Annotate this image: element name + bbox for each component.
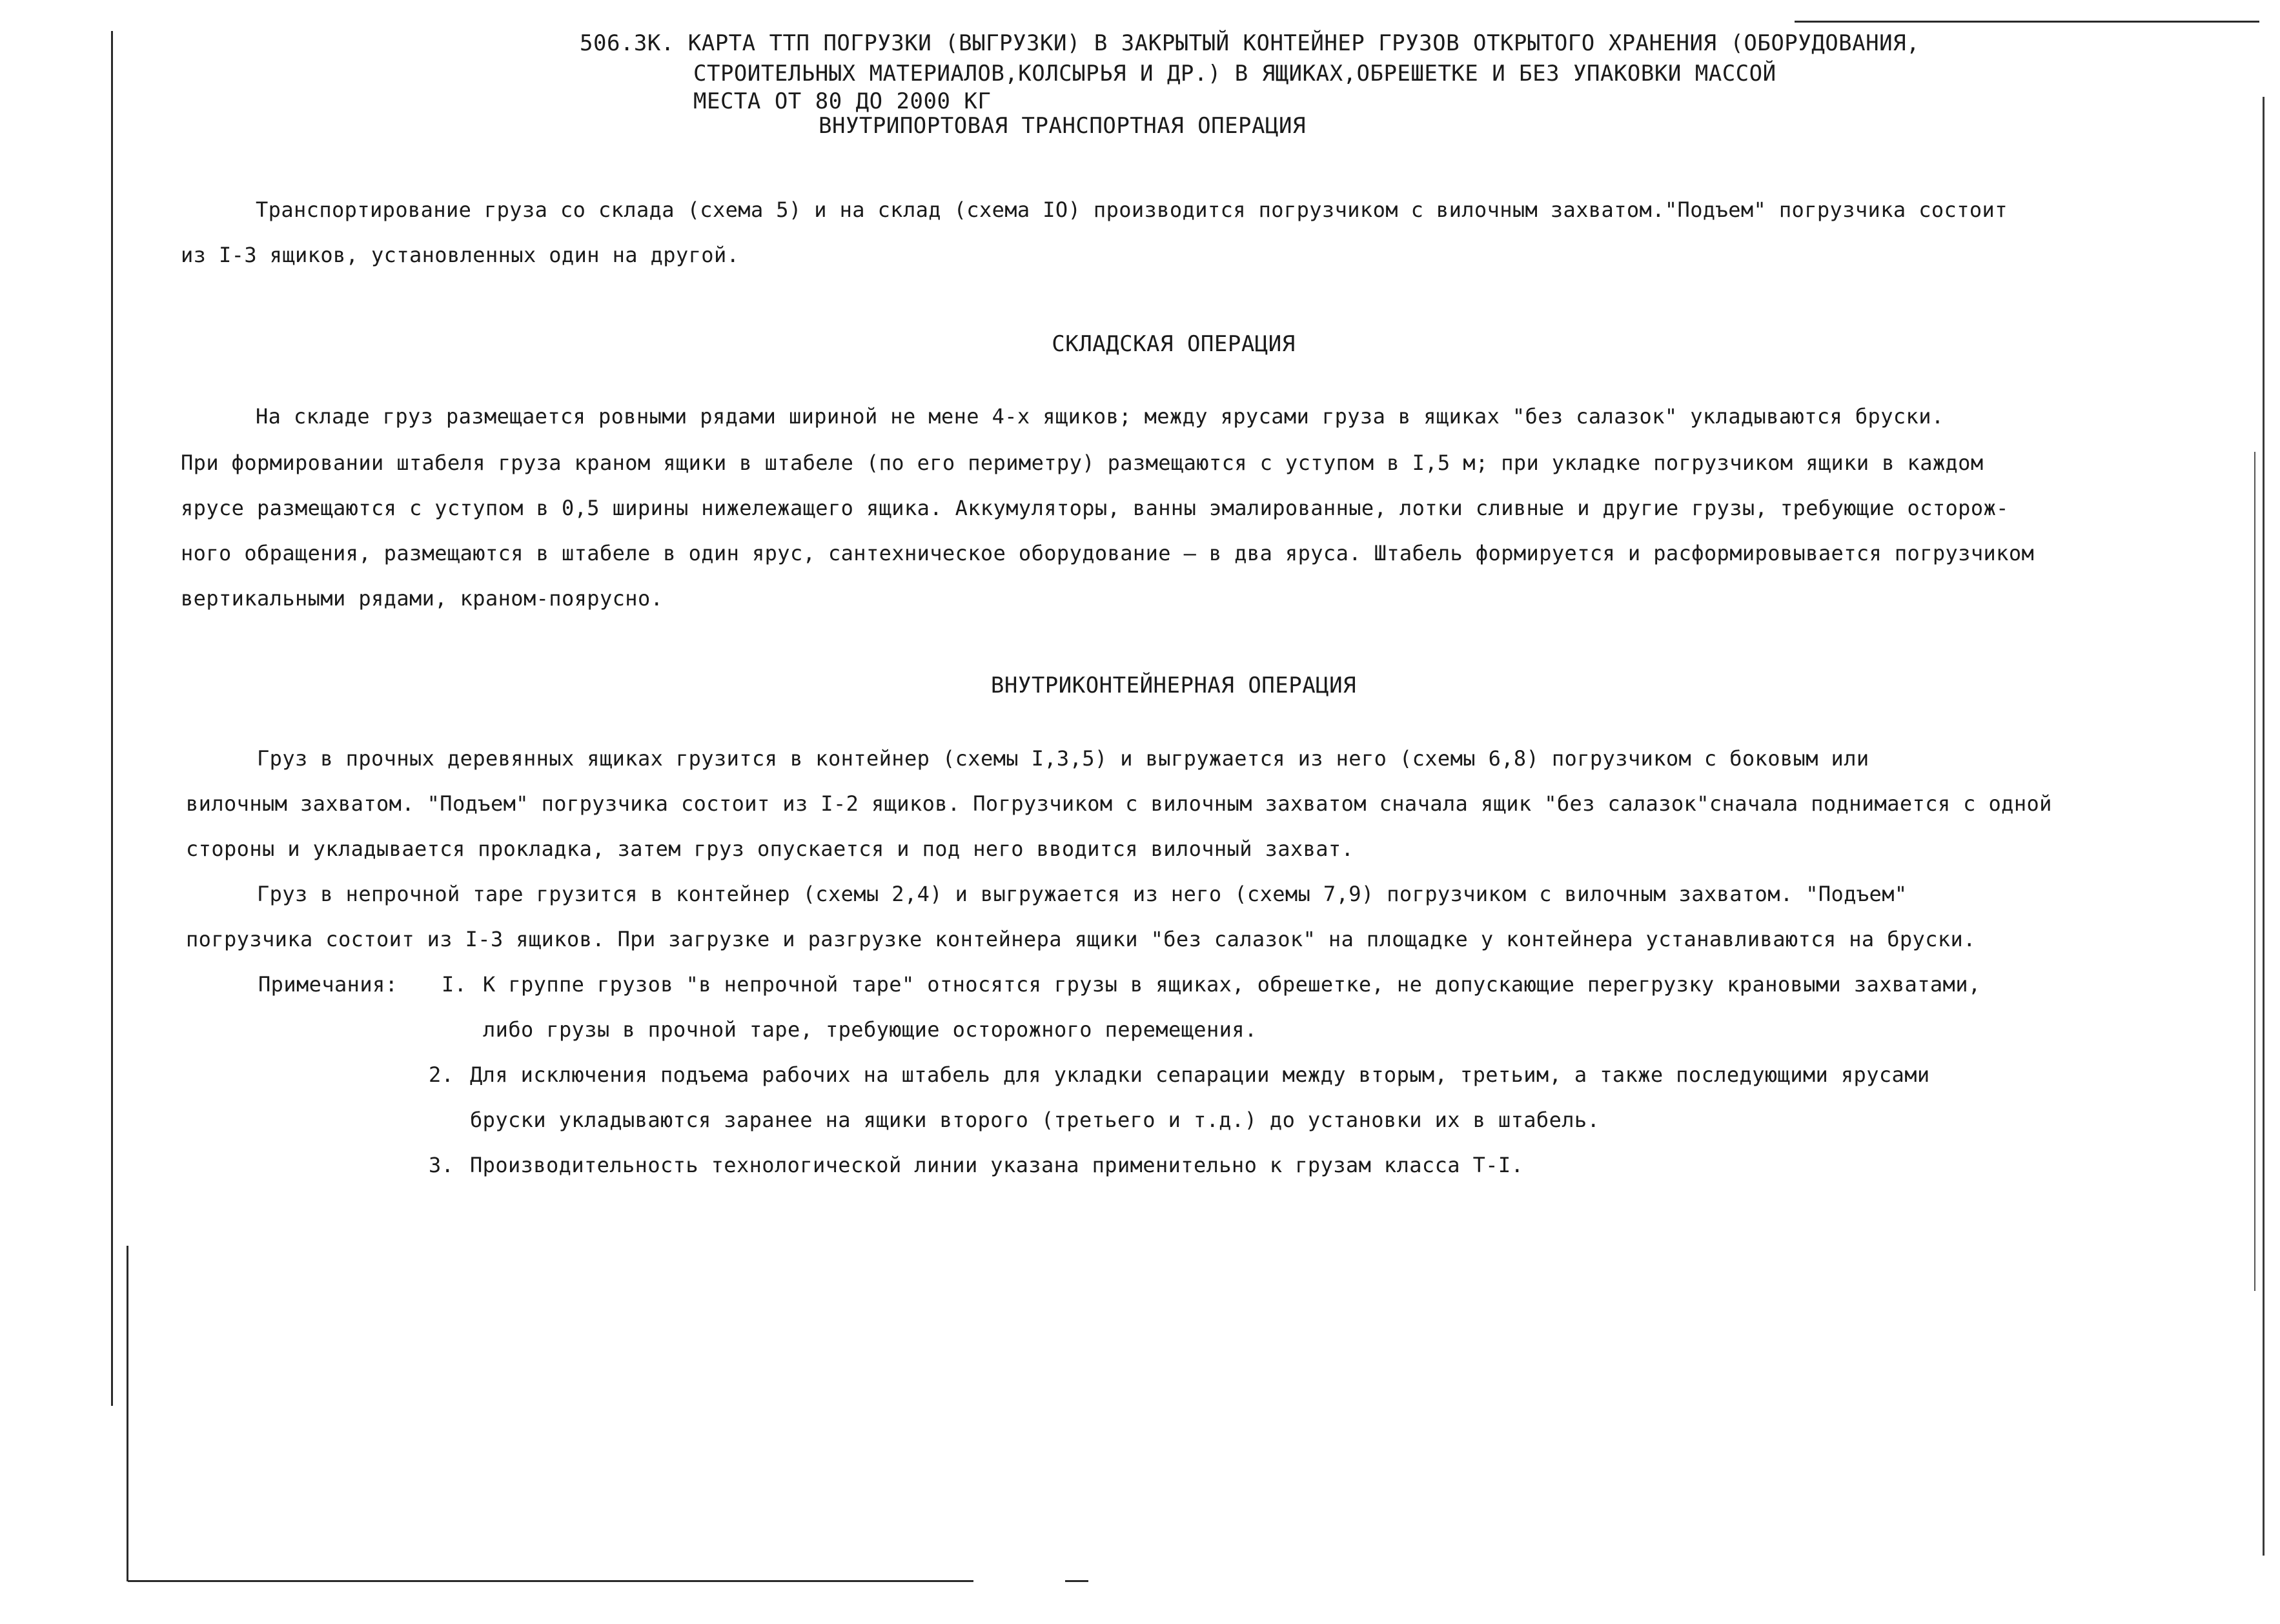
transport-line-2: из I-3 ящиков, установленных один на другой.	[181, 243, 740, 267]
header-title-line-1: 506.3К. КАРТА ТТП ПОГРУЗКИ (ВЫГРУЗКИ) В ЗАКРЫТЫЙ КОНТЕЙНЕР ГРУЗОВ ОТКРЫТОГО ХРАНЕНИЯ (ОБОРУДОВАНИЯ,	[580, 30, 1920, 56]
note-1-line-1: К группе грузов "в непрочной таре" относятся грузы в ящиках, обрешетке, не допускающие перегрузку крановыми захватами,	[483, 972, 1981, 997]
header-title-line-3: МЕСТА ОТ 80 ДО 2000 КГ	[693, 88, 992, 114]
warehouse-line-1: На складе груз размещается ровными рядами шириной не мене 4-х ящиков; между ярусами груза в ящиках "без салазок" укладываются бруски.	[256, 404, 1944, 429]
transport-line-1: Транспортирование груза со склада (схема 5) и на склад (схема IO) производится погрузчиком с вилочным захватом."Подъем" погрузчика состоит	[256, 198, 2008, 222]
note-3-line-1: Производительность технологической линии указана применительно к грузам класса Т-I.	[470, 1153, 1524, 1177]
warehouse-section-title: СКЛАДСКАЯ ОПЕРАЦИЯ	[1052, 331, 1296, 357]
notes-block	[258, 962, 2259, 1188]
warehouse-line-3: ярусе размещаются с уступом в 0,5 ширины нижележащего ящика. Аккумуляторы, ванны эмалированные, лотки сливные и другие грузы, требующие осторож-	[181, 496, 2009, 520]
warehouse-line-5: вертикальными рядами, краном-поярусно.	[181, 586, 664, 611]
frame-line-left-inner	[127, 1246, 128, 1581]
note-2-continuation	[258, 1097, 2259, 1142]
warehouse-line-2: При формировании штабеля груза краном ящики в штабеле (по его периметру) размещаются с уступом в I,5 м; при укладке погрузчиком ящики в каждом	[181, 451, 1984, 475]
frame-line-left	[111, 31, 113, 1406]
warehouse-paragraph	[181, 394, 2259, 621]
warehouse-line-4: ного обращения, размещаются в штабеле в один ярус, сантехническое оборудование – в два яруса. Штабель формируется и расформировывается погрузчиком	[181, 541, 2035, 565]
container-line-2: вилочным захватом. "Подъем" погрузчика состоит из I-2 ящиков. Погрузчиком с вилочным захватом сначала ящик "без салазок"сначала поднимается с одной	[186, 791, 2052, 816]
container-line-1: Груз в прочных деревянных ящиках грузится в контейнер (схемы I,3,5) и выгружается из него (схемы 6,8) погрузчиком с боковым или	[257, 746, 1869, 771]
frame-line-top	[1795, 21, 2259, 23]
note-1-number: I.	[442, 972, 467, 997]
note-1-line-2: либо грузы в прочной таре, требующие осторожного перемещения.	[483, 1017, 1257, 1042]
note-1	[258, 962, 2259, 1007]
transport-paragraph	[181, 187, 2259, 278]
frame-line-bottom	[128, 1580, 973, 1582]
frame-line-bottom-dash	[1065, 1580, 1088, 1582]
note-2-line-2: бруски укладываются заранее на ящики второго (третьего и т.д.) до установки их в штабель.	[470, 1108, 1600, 1132]
notes-label: Примечания:	[258, 972, 398, 997]
container-line-3: стороны и укладывается прокладка, затем груз опускается и под него вводится вилочный захват.	[186, 837, 1354, 861]
header-title-line-2: СТРОИТЕЛЬНЫХ МАТЕРИАЛОВ,КОЛСЫРЬЯ И ДР.) В ЯЩИКАХ,ОБРЕШЕТКЕ И БЕЗ УПАКОВКИ МАССОЙ	[693, 61, 1776, 86]
header-subtitle: ВНУТРИПОРТОВАЯ ТРАНСПОРТНАЯ ОПЕРАЦИЯ	[819, 113, 1306, 139]
container-paragraph	[186, 736, 2265, 962]
document-header	[580, 28, 2232, 138]
note-2-line-1: Для исключения подъема рабочих на штабель для укладки сепарации между вторым, третьим, а также последующими ярусами	[470, 1062, 1930, 1087]
note-2-number: 2.	[429, 1062, 454, 1087]
container-line-4: Груз в непрочной таре грузится в контейнер (схемы 2,4) и выгружается из него (схемы 7,9) погрузчиком с вилочным захватом. "Подъем"	[257, 882, 1908, 906]
note-2	[258, 1052, 2259, 1097]
note-3	[258, 1142, 2259, 1188]
container-section-title: ВНУТРИКОНТЕЙНЕРНАЯ ОПЕРАЦИЯ	[990, 673, 1357, 698]
note-1-continuation	[258, 1007, 2259, 1052]
container-line-5: погрузчика состоит из I-3 ящиков. При загрузке и разгрузке контейнера ящики "без салазок" на площадке у контейнера устанавливаются на бруски.	[186, 927, 1976, 951]
note-3-number: 3.	[429, 1153, 454, 1177]
